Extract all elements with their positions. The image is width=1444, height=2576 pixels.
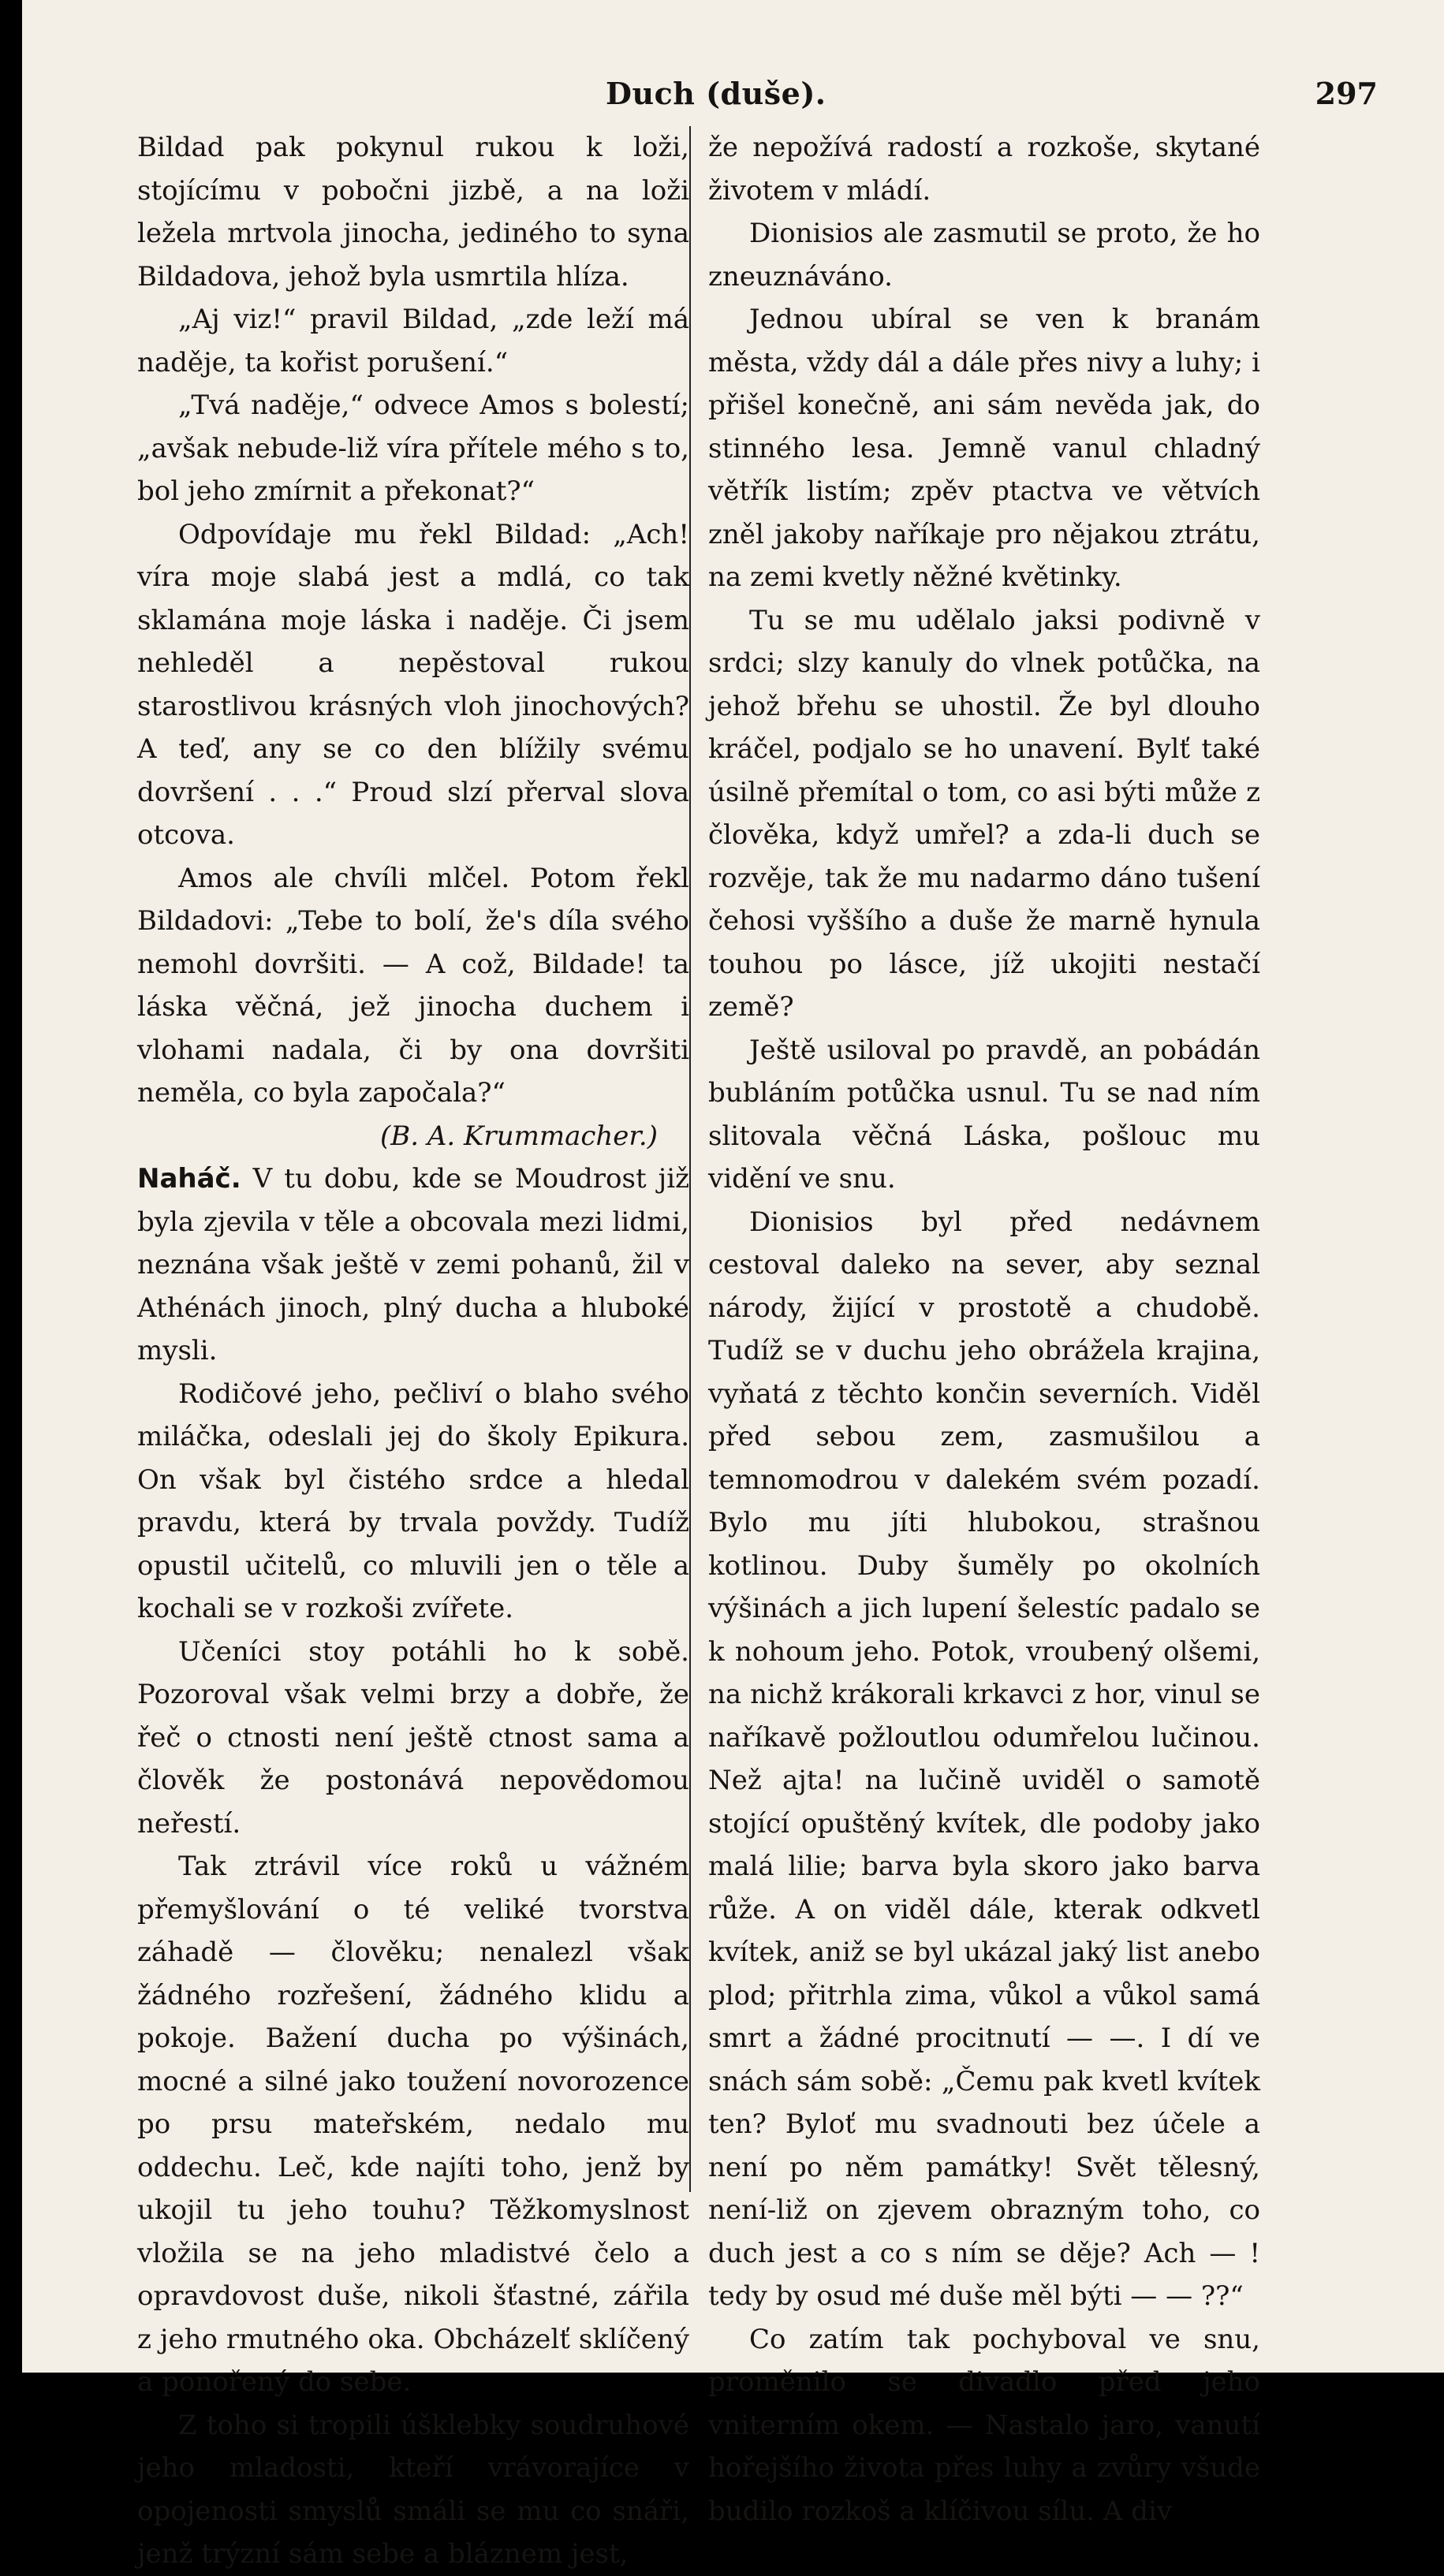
paragraph: Rodičové jeho, pečliví o blaho svého miláčka, odeslali jej do školy Epikura. On však byl čistého srdce a hledal pravdu, která by trvala povždy. Tudíž opustil učitelů, co mluvili jen o těle a kochali se v rozkoši zvířete. (137, 1377, 689, 1624)
entry-text: V tu dobu, kde se Moudrost již byla zjevila v těle a obcovala mezi lidmi, neznána však ještě v zemi pohanů, žil v Athénách jinoch, plný ducha a hluboké mysli. (137, 1163, 689, 1366)
entry-paragraph (137, 1158, 689, 1373)
paragraph: že nepožívá radostí a rozkoše, skytané životem v mládí. (708, 132, 1260, 207)
paragraph: Odpovídaje mu řekl Bildad: „Ach! víra moje slabá jest a mdlá, co tak sklamána moje láska i naděje. Či jsem nehleděl a nepěstoval rukou starostlivou krásných vloh jinochových? A teď, any se co den blížily svému dovršení . . .“ Proud slzí přerval slova otcova. (137, 518, 689, 851)
paragraph: „Aj viz!“ pravil Bildad, „zde leží má naděje, ta kořist porušení.“ (137, 304, 689, 378)
left-column (137, 126, 689, 2576)
paragraph: Bildad pak pokynul rukou k loži, stojícímu v pobočni jizbě, a na loži ležela mrtvola jinocha, jediného to syna Bildadova, jehož byla usmrtila hlíza. (137, 132, 689, 293)
paragraph: Dionisios byl před nedávnem cestoval daleko na sever, aby seznal národy, žijící v prostotě a chudobě. Tudíž se v duchu jeho obrážela krajina, vyňatá z těchto končin severních. Viděl před sebou zem, zasmušilou a temnomodrou v dalekém svém pozadí. Bylo mu jíti hlubokou, strašnou kotlinou. Duby šuměly po okolních výšinách a jich lupení šelestíc padalo se k nohoum jeho. Potok, vroubený olšemi, na nichž krákorali krkavci z hor, vinul se naříkavě požloutlou odumřelou lučinou. Než ajta! na lučině uviděl o samotě stojící opuštěný kvítek, dle podoby jako malá lilie; barva byla skoro jako barva růže. A on viděl dále, kterak odkvetl kvítek, aniž se byl ukázal jaký list anebo plod; přitrhla zima, vůkol a vůkol samá smrt a žádné procitnutí — —. I dí ve snách sám sobě: „Čemu pak kvetl kvítek ten? Byloť mu svadnouti bez účele a není po něm památky! Svět tělesný, není-liž on zjevem obrazným toho, co duch jest a co s ním se děje? Ach — ! tedy by osud mé duše měl býti — — ??“ (708, 1206, 1260, 2312)
paragraph: Amos ale chvíli mlčel. Potom řekl Bildadovi: „Tebe to bolí, že's díla svého nemohl dovršiti. — A což, Bildade! ta láska věčná, jež jinocha duchem i vlohami nadala, či by ona dovršiti neměla, co byla započala?“ (137, 862, 689, 1109)
paragraph: Ještě usiloval po pravdě, an pobádán bubláním potůčka usnul. Tu se nad ním slitovala věčná Láska, pošlouc mu vidění ve snu. (708, 1034, 1260, 1195)
column-divider (689, 126, 691, 2192)
paragraph: Z toho si tropili úšklebky soudruhové jeho mladosti, kteří vrávorajíce v opojenosti smyslů smáli se mu co snáři, jenž trýzní sám sebe a bláznem jest, (137, 2409, 689, 2570)
right-column (708, 126, 1260, 2533)
page-header (22, 76, 1444, 115)
paragraph: Dionisios ale zasmutil se proto, že ho zneuznáváno. (708, 218, 1260, 293)
entry-heading: Naháč. (137, 1163, 241, 1195)
running-head: Duch (duše). (606, 76, 826, 111)
paragraph: Tu se mu udělalo jaksi podivně v srdci; slzy kanuly do vlnek potůčka, na jehož břehu se uhostil. Že byl dlouho kráčel, podjalo se ho unavení. Bylť také úsilně přemítal o tom, co asi býti může z člověka, když umřel? a zda-li duch se rozvěje, tak že mu nadarmo dáno tušení čehosi vyššího a duše že marně hynula touhou po lásce, jíž ukojiti nestačí země? (708, 604, 1260, 1023)
paragraph: Jednou ubíral se ven k branám města, vždy dál a dále přes nivy a luhy; i přišel konečně, ani sám nevěda jak, do stinného lesa. Jemně vanul chladný větřík listím; zpěv ptactva ve větvích zněl jakoby naříkaje pro nějakou ztrátu, na zemi kvetly něžné květinky. (708, 304, 1260, 593)
signature-name: (B. A. Krummacher.) (380, 1120, 658, 1152)
paragraph: „Tvá naděje,“ odvece Amos s bolestí; „avšak nebude-liž víra přítele mého s to, bol jeho zmírnit a překonat?“ (137, 390, 689, 507)
paragraph: Co zatím tak pochyboval ve snu, proměnilo se divadlo před jeho vniterním okem. — Nastalo jaro, vanutí hořejšího života přes luhy a zvůry všude budilo rozkoš a klíčivou sílu. A div (708, 2323, 1260, 2527)
page-number: 297 (1315, 76, 1378, 111)
paragraph: Tak ztrávil více roků u vážném přemyšlování o té veliké tvorstva záhadě — člověku; nenalezl však žádného rozřešení, žádného klidu a pokoje. Bažení ducha po výšinách, mocné a silné jako toužení novorozence po prsu mateřském, nedalo mu oddechu. Leč, kde najíti toho, jenž by ukojil tu jeho touhu? Těžkomyslnost vložila se na jeho mladistvé čelo a opravdovost duše, nikoli šťastné, zářila z jeho rmutného oka. Obcházelť sklíčený a ponořený do sebe. (137, 1851, 689, 2398)
book-page (22, 0, 1444, 2570)
signature (137, 1115, 689, 1158)
paragraph: Učeníci stoy potáhli ho k sobě. Pozoroval však velmi brzy a dobře, že řeč o ctnosti není ještě ctnost sama a člověk že postonává nepovědomou neřestí. (137, 1635, 689, 1840)
